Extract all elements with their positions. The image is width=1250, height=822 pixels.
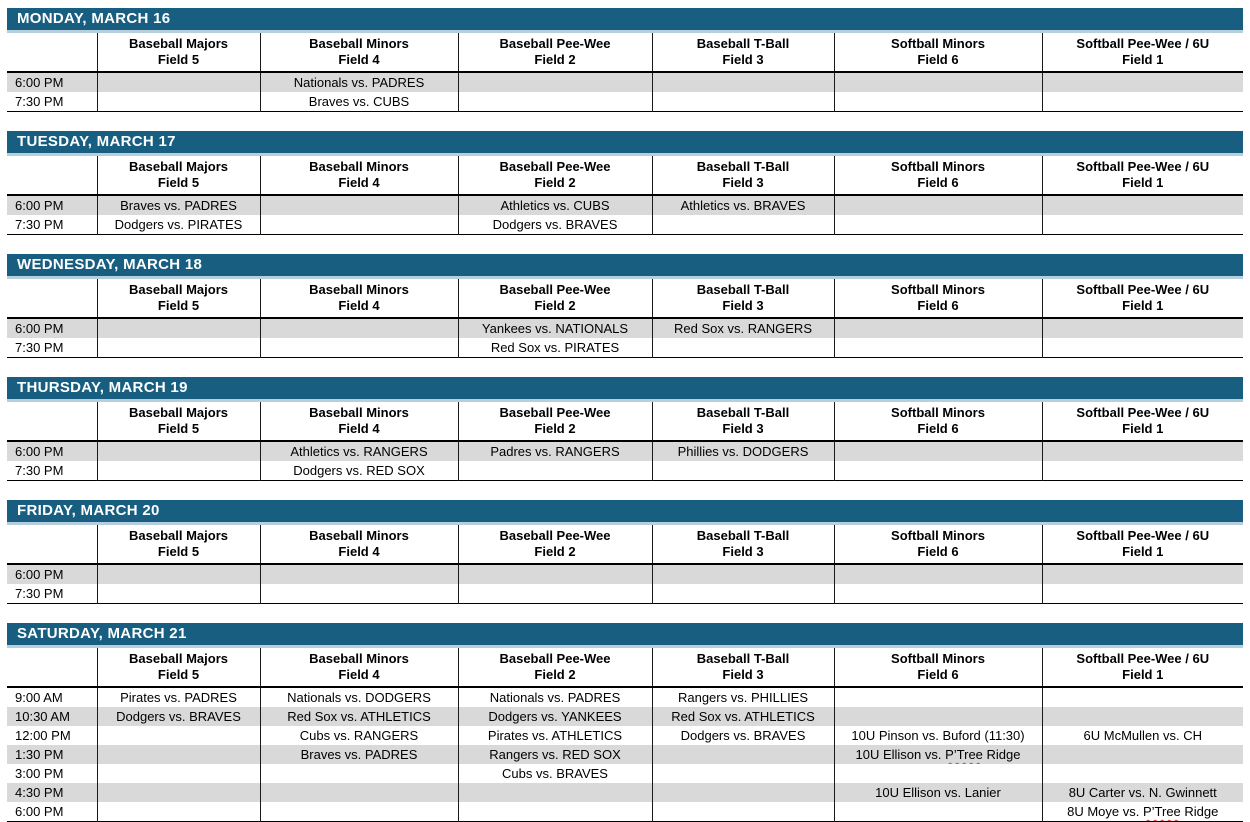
game-cell xyxy=(1042,707,1243,726)
time-column-header xyxy=(7,33,97,72)
game-cell xyxy=(1042,745,1243,764)
time-slot-row xyxy=(7,92,1243,112)
game-cell xyxy=(1042,461,1243,481)
league-name: Softball Pee-Wee / 6U xyxy=(1076,159,1210,174)
time-column-header xyxy=(7,648,97,687)
time-cell: 7:30 PM xyxy=(15,463,64,478)
game-cell: Dodgers vs. BRAVES xyxy=(652,726,834,745)
time-cell: 7:30 PM xyxy=(15,217,64,232)
game-cell: Nationals vs. PADRES xyxy=(458,687,652,707)
league-name: Baseball Majors xyxy=(129,405,228,420)
field-name: Field 4 xyxy=(338,544,380,559)
game-cell xyxy=(458,72,652,92)
time-slot-row xyxy=(7,687,1243,707)
time-cell: 9:00 AM xyxy=(15,690,63,705)
field-name: Field 5 xyxy=(157,667,200,682)
column-header xyxy=(458,648,652,687)
column-header xyxy=(260,279,458,318)
league-name: Softball Minors xyxy=(891,159,985,174)
game-cell: 10U Ellison vs. P’Tree Ridge xyxy=(834,745,1042,764)
field-name: Field 3 xyxy=(722,667,764,682)
time-column-header xyxy=(7,402,97,441)
column-header xyxy=(97,648,260,687)
game-cell xyxy=(834,215,1042,235)
column-header xyxy=(652,33,834,72)
field-name: Field 5 xyxy=(157,421,200,436)
column-header xyxy=(97,402,260,441)
time-slot-row xyxy=(7,564,1243,584)
column-header-row xyxy=(7,156,1243,195)
column-header xyxy=(834,402,1042,441)
league-name: Baseball Minors xyxy=(309,159,409,174)
field-name: Field 1 xyxy=(1122,667,1164,682)
day-title-bar: THURSDAY, MARCH 19 xyxy=(7,377,1243,402)
column-header xyxy=(652,648,834,687)
field-name: Field 4 xyxy=(338,298,380,313)
time-slot-row xyxy=(7,802,1243,822)
game-cell: Red Sox vs. PIRATES xyxy=(458,338,652,358)
game-cell: Nationals vs. PADRES xyxy=(260,72,458,92)
time-slot-row xyxy=(7,215,1243,235)
game-cell xyxy=(97,338,260,358)
game-cell: Dodgers vs. RED SOX xyxy=(260,461,458,481)
game-cell xyxy=(652,783,834,802)
column-header xyxy=(1042,33,1243,72)
game-cell xyxy=(1042,318,1243,338)
game-cell xyxy=(834,441,1042,461)
league-name: Softball Minors xyxy=(891,651,985,666)
game-cell xyxy=(834,564,1042,584)
time-cell: 1:30 PM xyxy=(7,745,97,764)
game-cell xyxy=(260,215,458,235)
field-name: Field 6 xyxy=(917,667,959,682)
game-cell xyxy=(97,92,260,112)
schedule-table xyxy=(7,156,1243,235)
column-header xyxy=(652,156,834,195)
column-header xyxy=(260,33,458,72)
field-name: Field 4 xyxy=(338,667,380,682)
league-name: Baseball Pee-Wee xyxy=(499,159,611,174)
league-name: Baseball T-Ball xyxy=(696,528,790,543)
league-name: Baseball Majors xyxy=(129,651,228,666)
league-name: Baseball T-Ball xyxy=(696,36,790,51)
league-name: Baseball Minors xyxy=(309,282,409,297)
column-header xyxy=(458,279,652,318)
field-name: Field 3 xyxy=(722,298,764,313)
field-name: Field 6 xyxy=(917,298,959,313)
game-cell: Yankees vs. NATIONALS xyxy=(458,318,652,338)
league-name: Softball Pee-Wee / 6U xyxy=(1076,405,1210,420)
game-cell xyxy=(1042,564,1243,584)
league-name: Baseball T-Ball xyxy=(696,405,790,420)
field-name: Field 5 xyxy=(157,175,200,190)
league-name: Baseball Pee-Wee xyxy=(499,36,611,51)
game-cell: Red Sox vs. ATHLETICS xyxy=(652,707,834,726)
league-name: Baseball Majors xyxy=(129,159,228,174)
time-slot-row xyxy=(7,726,1243,745)
game-cell xyxy=(1042,92,1243,112)
game-cell: Dodgers vs. PIRATES xyxy=(97,215,260,235)
game-cell xyxy=(834,72,1042,92)
time-cell: 6:00 PM xyxy=(7,441,97,461)
column-header-row xyxy=(7,279,1243,318)
game-cell: Athletics vs. BRAVES xyxy=(652,195,834,215)
game-cell: Cubs vs. RANGERS xyxy=(260,726,458,745)
schedule-table xyxy=(7,402,1243,481)
game-cell xyxy=(834,802,1042,822)
league-name: Softball Pee-Wee / 6U xyxy=(1076,528,1210,543)
day-title-bar: TUESDAY, MARCH 17 xyxy=(7,131,1243,156)
column-header xyxy=(97,156,260,195)
league-name: Softball Minors xyxy=(891,282,985,297)
column-header xyxy=(1042,279,1243,318)
game-cell xyxy=(97,584,260,604)
game-cell xyxy=(834,92,1042,112)
day-section xyxy=(7,500,1243,604)
column-header xyxy=(97,525,260,564)
field-name: Field 1 xyxy=(1122,298,1164,313)
game-cell xyxy=(260,564,458,584)
game-cell xyxy=(834,707,1042,726)
time-cell: 6:00 PM xyxy=(7,72,97,92)
game-cell xyxy=(652,584,834,604)
schedule-table xyxy=(7,648,1243,822)
game-cell: 8U Carter vs. N. Gwinnett xyxy=(1042,783,1243,802)
game-cell xyxy=(458,584,652,604)
game-cell xyxy=(458,783,652,802)
game-cell xyxy=(97,802,260,822)
column-header xyxy=(97,279,260,318)
time-slot-row xyxy=(7,338,1243,358)
field-name: Field 3 xyxy=(722,52,764,67)
league-name: Baseball Majors xyxy=(129,528,228,543)
time-slot-row xyxy=(7,745,1243,764)
game-cell: 10U Ellison vs. Lanier xyxy=(834,783,1042,802)
game-cell: Red Sox vs. ATHLETICS xyxy=(260,707,458,726)
game-cell: 10U Pinson vs. Buford (11:30) xyxy=(834,726,1042,745)
league-name: Baseball T-Ball xyxy=(696,651,790,666)
field-name: Field 1 xyxy=(1122,52,1164,67)
game-cell: Braves vs. PADRES xyxy=(260,745,458,764)
league-name: Baseball Pee-Wee xyxy=(499,651,611,666)
game-cell: Braves vs. PADRES xyxy=(97,195,260,215)
time-slot-row xyxy=(7,461,1243,481)
day-section xyxy=(7,623,1243,822)
game-cell xyxy=(97,318,260,338)
column-header xyxy=(260,402,458,441)
game-cell xyxy=(652,764,834,783)
game-cell: Athletics vs. CUBS xyxy=(458,195,652,215)
game-cell xyxy=(97,441,260,461)
field-name: Field 6 xyxy=(917,421,959,436)
game-cell xyxy=(652,338,834,358)
league-name: Baseball Pee-Wee xyxy=(499,405,611,420)
time-slot-row xyxy=(7,764,1243,783)
game-cell: Nationals vs. DODGERS xyxy=(260,687,458,707)
game-cell: Dodgers vs. BRAVES xyxy=(97,707,260,726)
game-cell xyxy=(260,338,458,358)
time-column-header xyxy=(7,156,97,195)
schedule-table xyxy=(7,279,1243,358)
game-cell: 6U McMullen vs. CH xyxy=(1042,726,1243,745)
column-header xyxy=(458,525,652,564)
game-cell xyxy=(260,584,458,604)
time-cell: 3:00 PM xyxy=(15,766,64,781)
time-slot-row xyxy=(7,584,1243,604)
league-name: Softball Pee-Wee / 6U xyxy=(1076,651,1210,666)
game-cell xyxy=(1042,215,1243,235)
game-cell xyxy=(260,195,458,215)
day-section xyxy=(7,254,1243,358)
time-slot-row xyxy=(7,441,1243,461)
game-cell: Phillies vs. DODGERS xyxy=(652,441,834,461)
game-cell xyxy=(97,764,260,783)
game-cell: Rangers vs. RED SOX xyxy=(458,745,652,764)
field-name: Field 1 xyxy=(1122,175,1164,190)
column-header-row xyxy=(7,33,1243,72)
field-name: Field 3 xyxy=(722,544,764,559)
game-cell xyxy=(458,92,652,112)
game-cell xyxy=(652,564,834,584)
column-header xyxy=(97,33,260,72)
field-name: Field 5 xyxy=(157,544,200,559)
game-cell xyxy=(97,783,260,802)
field-name: Field 4 xyxy=(338,52,380,67)
game-cell xyxy=(260,783,458,802)
time-slot-row xyxy=(7,318,1243,338)
game-cell xyxy=(834,195,1042,215)
game-cell: 8U Moye vs. P’Tree Ridge xyxy=(1042,802,1243,822)
time-cell: 6:00 PM xyxy=(7,318,97,338)
game-cell: Padres vs. RANGERS xyxy=(458,441,652,461)
league-name: Softball Minors xyxy=(891,528,985,543)
time-column-header xyxy=(7,279,97,318)
column-header-row xyxy=(7,525,1243,564)
field-name: Field 5 xyxy=(157,298,200,313)
misspelled-word: P’Tree xyxy=(945,747,983,762)
column-header-row xyxy=(7,648,1243,687)
field-name: Field 2 xyxy=(534,421,576,436)
game-cell xyxy=(458,564,652,584)
time-cell: 12:00 PM xyxy=(15,728,71,743)
game-cell xyxy=(260,802,458,822)
day-title-bar: SATURDAY, MARCH 21 xyxy=(7,623,1243,648)
time-cell: 4:30 PM xyxy=(7,783,97,802)
column-header xyxy=(458,402,652,441)
game-cell xyxy=(652,461,834,481)
column-header xyxy=(1042,525,1243,564)
column-header xyxy=(834,33,1042,72)
column-header xyxy=(458,156,652,195)
game-cell: Braves vs. CUBS xyxy=(260,92,458,112)
game-cell xyxy=(834,338,1042,358)
league-name: Baseball Minors xyxy=(309,405,409,420)
schedule-table xyxy=(7,33,1243,112)
column-header xyxy=(834,525,1042,564)
league-name: Baseball Majors xyxy=(129,282,228,297)
time-cell: 6:00 PM xyxy=(7,195,97,215)
league-name: Baseball Minors xyxy=(309,36,409,51)
game-cell: Rangers vs. PHILLIES xyxy=(652,687,834,707)
game-cell xyxy=(834,584,1042,604)
field-name: Field 3 xyxy=(722,175,764,190)
game-cell xyxy=(260,764,458,783)
game-cell xyxy=(1042,195,1243,215)
game-cell xyxy=(97,564,260,584)
game-cell xyxy=(652,745,834,764)
column-header xyxy=(652,525,834,564)
league-name: Baseball Pee-Wee xyxy=(499,282,611,297)
day-title-bar: MONDAY, MARCH 16 xyxy=(7,8,1243,33)
field-name: Field 6 xyxy=(917,52,959,67)
column-header xyxy=(834,648,1042,687)
field-name: Field 5 xyxy=(157,52,200,67)
game-cell xyxy=(652,72,834,92)
field-name: Field 1 xyxy=(1122,544,1164,559)
league-name: Baseball Pee-Wee xyxy=(499,528,611,543)
time-cell: 7:30 PM xyxy=(15,94,64,109)
column-header xyxy=(834,279,1042,318)
field-name: Field 2 xyxy=(534,52,576,67)
game-cell xyxy=(834,318,1042,338)
day-section xyxy=(7,377,1243,481)
game-cell xyxy=(1042,441,1243,461)
field-name: Field 3 xyxy=(722,421,764,436)
game-cell xyxy=(97,461,260,481)
time-slot-row xyxy=(7,72,1243,92)
game-cell xyxy=(97,726,260,745)
column-header xyxy=(260,156,458,195)
game-cell xyxy=(652,215,834,235)
game-cell xyxy=(652,802,834,822)
league-name: Baseball Majors xyxy=(129,36,228,51)
schedule-table xyxy=(7,525,1243,604)
column-header xyxy=(834,156,1042,195)
game-cell xyxy=(458,802,652,822)
field-name: Field 6 xyxy=(917,544,959,559)
league-name: Baseball T-Ball xyxy=(696,159,790,174)
game-cell xyxy=(652,92,834,112)
league-name: Baseball Minors xyxy=(309,651,409,666)
time-cell: 6:00 PM xyxy=(7,564,97,584)
league-name: Softball Minors xyxy=(891,405,985,420)
game-cell xyxy=(1042,338,1243,358)
time-slot-row xyxy=(7,195,1243,215)
game-cell: Dodgers vs. BRAVES xyxy=(458,215,652,235)
day-title-bar: FRIDAY, MARCH 20 xyxy=(7,500,1243,525)
game-cell xyxy=(97,745,260,764)
column-header xyxy=(652,279,834,318)
field-name: Field 6 xyxy=(917,175,959,190)
game-cell xyxy=(834,687,1042,707)
time-cell: 10:30 AM xyxy=(7,707,97,726)
game-cell: Dodgers vs. YANKEES xyxy=(458,707,652,726)
field-name: Field 4 xyxy=(338,175,380,190)
game-cell xyxy=(97,72,260,92)
time-column-header xyxy=(7,525,97,564)
field-name: Field 2 xyxy=(534,544,576,559)
game-cell: Pirates vs. ATHLETICS xyxy=(458,726,652,745)
league-name: Softball Pee-Wee / 6U xyxy=(1076,36,1210,51)
game-cell xyxy=(834,461,1042,481)
misspelled-word: P’Tree xyxy=(1142,804,1181,819)
column-header xyxy=(260,525,458,564)
game-cell xyxy=(458,461,652,481)
league-name: Baseball T-Ball xyxy=(696,282,790,297)
game-cell: Pirates vs. PADRES xyxy=(97,687,260,707)
column-header-row xyxy=(7,402,1243,441)
league-name: Baseball Minors xyxy=(309,528,409,543)
time-cell: 7:30 PM xyxy=(15,586,64,601)
field-name: Field 2 xyxy=(534,175,576,190)
field-name: Field 2 xyxy=(534,298,576,313)
game-cell xyxy=(834,764,1042,783)
day-section xyxy=(7,131,1243,235)
field-name: Field 1 xyxy=(1122,421,1164,436)
column-header xyxy=(260,648,458,687)
time-slot-row xyxy=(7,707,1243,726)
game-cell xyxy=(1042,584,1243,604)
field-name: Field 2 xyxy=(534,667,576,682)
game-cell: Red Sox vs. RANGERS xyxy=(652,318,834,338)
field-name: Field 4 xyxy=(338,421,380,436)
game-cell: Cubs vs. BRAVES xyxy=(458,764,652,783)
column-header xyxy=(1042,156,1243,195)
day-section xyxy=(7,8,1243,112)
time-cell: 6:00 PM xyxy=(15,804,64,819)
column-header xyxy=(1042,402,1243,441)
time-slot-row xyxy=(7,783,1243,802)
game-cell xyxy=(1042,72,1243,92)
column-header xyxy=(1042,648,1243,687)
league-name: Softball Minors xyxy=(891,36,985,51)
league-name: Softball Pee-Wee / 6U xyxy=(1076,282,1210,297)
column-header xyxy=(652,402,834,441)
game-cell: Athletics vs. RANGERS xyxy=(260,441,458,461)
game-cell xyxy=(1042,687,1243,707)
game-cell xyxy=(1042,764,1243,783)
time-cell: 7:30 PM xyxy=(15,340,64,355)
column-header xyxy=(458,33,652,72)
game-cell xyxy=(260,318,458,338)
day-title-bar: WEDNESDAY, MARCH 18 xyxy=(7,254,1243,279)
